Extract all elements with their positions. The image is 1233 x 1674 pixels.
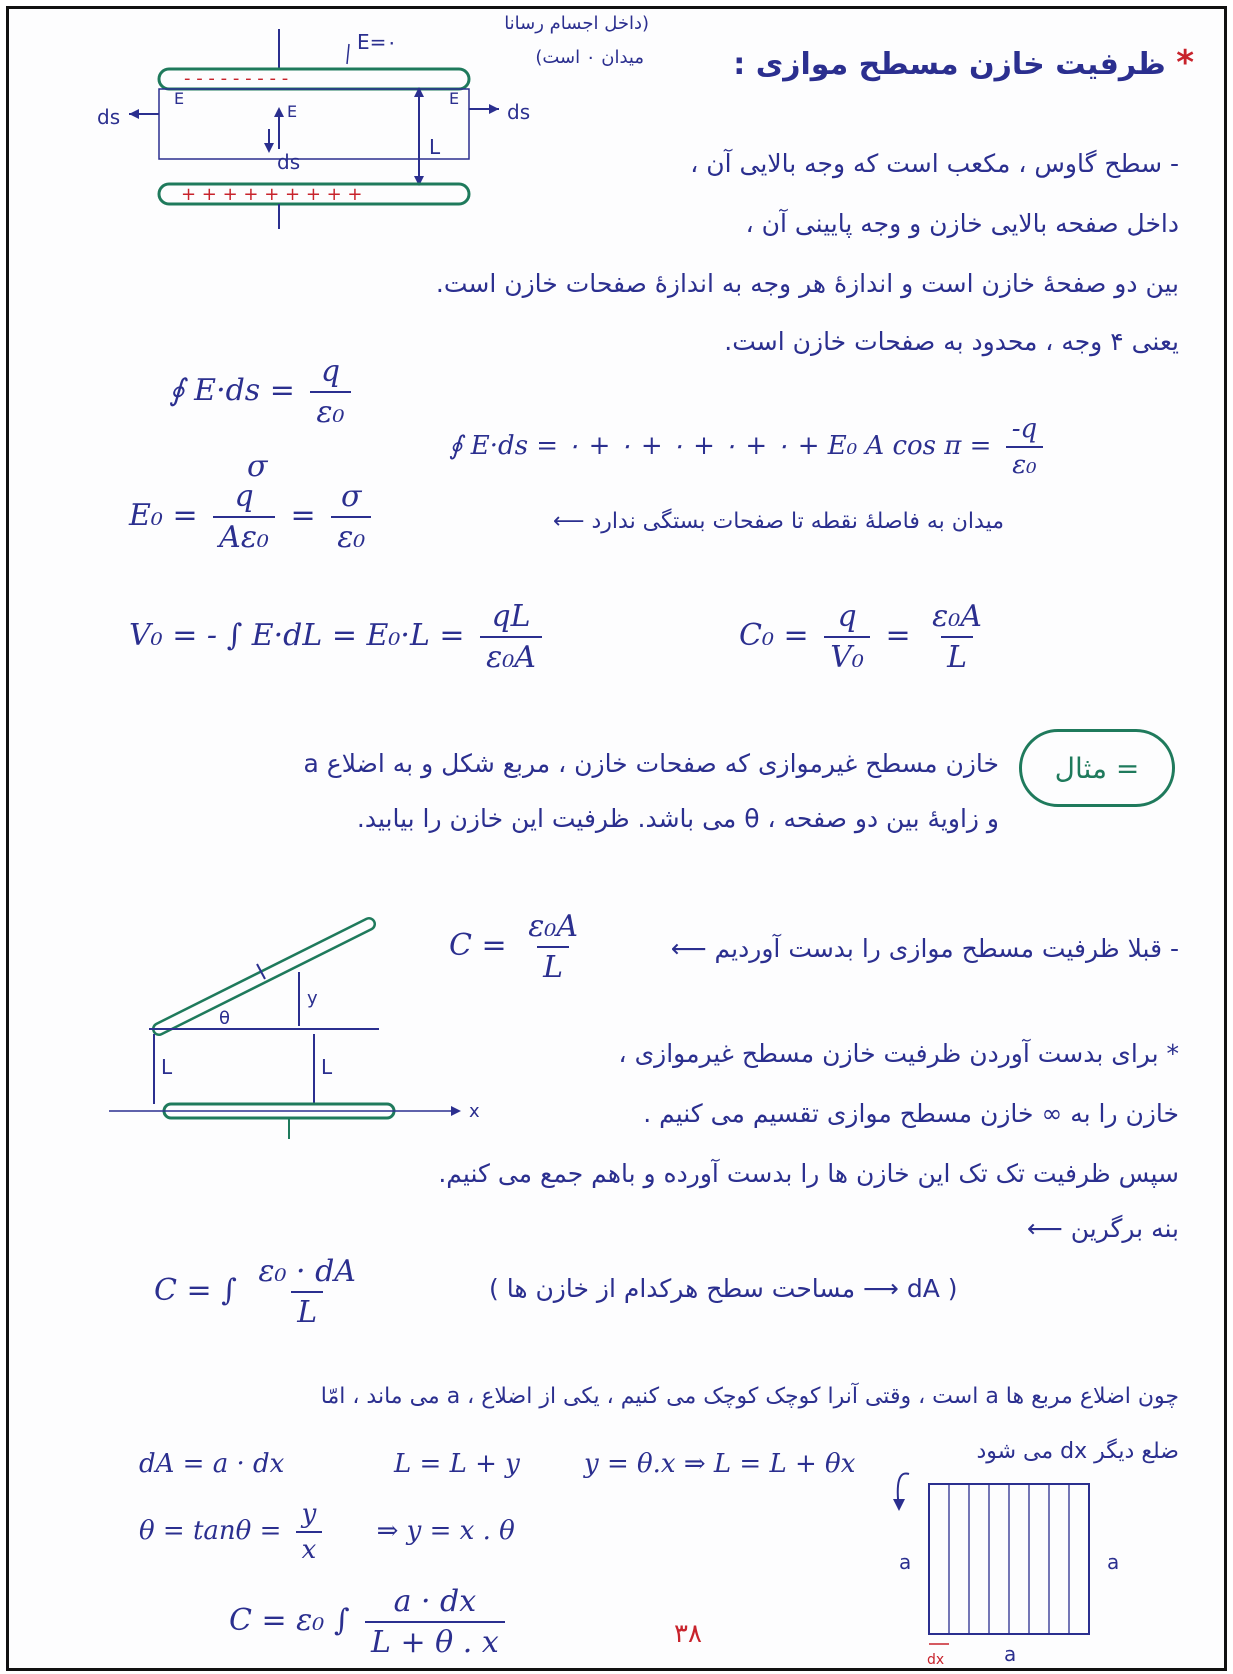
paragraph1-line2: داخل صفحه بالایی خازن و وجه پایینی آن ، [745,209,1179,238]
plus-signs: + + + + + + + + + [181,184,363,205]
eq-row2: θ = tanθ = $\frac{y}{x}$ ⇒ y = x . θ [139,1499,515,1565]
gaussian-surface [159,89,469,159]
sigma-annotation: σ [247,449,268,484]
svg-text:y: y [307,988,318,1009]
paragraph2-line4: بنه برگرین ⟵ [1026,1214,1179,1243]
svg-text:dx: dx [927,1652,945,1668]
svg-text:ds: ds [507,100,531,124]
note-line-2: میدان ۰ است) [535,47,644,68]
paragraph2-line1: * برای بدست آوردن ظرفیت خازن مسطح غیرموازی ، [618,1039,1179,1068]
svg-text:θ: θ [219,1008,231,1029]
paragraph3-line1: چون اضلاع مربع ها a است ، وقتی آنرا کوچک کوچک می کنیم ، یکی از اضلاع ، a می ماند ، امّا [320,1384,1179,1409]
paragraph1-line1: - سطح گاوس ، مکعب است که وجه بالایی آن ، [690,149,1179,178]
svg-text:L: L [321,1055,333,1079]
note-line-1: (داخل اجسام رسانا [504,13,649,34]
before-note: - قبلا ظرفیت مسطح موازی را بدست آوردیم ⟵ [670,934,1179,963]
slanted-capacitor-diagram [109,904,509,1154]
notebook-page [6,6,1227,1671]
paragraph2-line2: خازن را به ∞ خازن مسطح موازی تقسیم می کنیم . [643,1099,1179,1128]
svg-text:E: E [174,89,185,108]
final-equation: C = ε₀ ∫ $\frac{a \cdot dx}{L + \theta . x}$ [229,1584,511,1660]
title-star: * [1176,43,1194,83]
section-title [733,43,1194,83]
minus-signs: - - - - - - - - - [184,68,289,89]
square-strips-diagram [879,1449,1149,1669]
gauss-law-equation: ∮ E·ds = $\frac{q}{\text{ε₀}}$ [169,354,357,430]
paragraph3-line2: ضلع دیگر dx می شود [976,1439,1179,1464]
svg-text:E=۰: E=۰ [357,30,398,54]
example-line2: و زاویهٔ بین دو صفحه ، θ می باشد. ظرفیت این خازن را بیابید. [356,804,999,833]
svg-text:ds: ds [277,150,301,174]
eq-row1-a: dA = a · dx [139,1449,285,1479]
svg-text:L: L [161,1055,173,1079]
capacitance-equation: C₀ = $\frac{q}{\text{V₀}}$ = $\frac{\text{ε₀A}}{L}$ [739,599,982,675]
paragraph2-line3: سپس ظرفیت تک تک این خازن ها را بدست آورده و باهم جمع می کنیم. [438,1159,1179,1188]
page-number: ۳۸ [674,1619,702,1649]
field-note: میدان به فاصلهٔ نقطه تا صفحات بستگی ندارد ⟵ [552,509,1004,534]
area-note: ( dA ⟶ مساحت سطح هرکدام از خازن ها ) [489,1274,958,1303]
example-badge: مثال = [1019,729,1175,807]
parallel-capacitance-equation: C = $\frac{\text{ε₀A}}{L}$ [449,909,578,985]
svg-text:a: a [899,1550,912,1574]
svg-text:x: x [469,1101,480,1122]
field-equation: E₀ = $\frac{q}{\text{Aε₀}}$ = $\frac{\sigma}{\text{ε₀}}$ [129,479,377,555]
svg-text:a: a [1004,1642,1017,1666]
flux-equation: ∮ E·ds = ۰ + ۰ + ۰ + ۰ + ۰ + E₀ A cos π = $\frac{-q}{\text{ε₀}}$ [449,414,1049,480]
svg-text:L: L [429,135,441,159]
title-text: ظرفیت خازن مسطح موازی : [733,47,1166,82]
svg-text:E: E [287,102,298,121]
potential-equation: V₀ = - ∫ E·dL = E₀·L = $\frac{qL}{\text{ε₀A}}$ [129,599,548,675]
example-line1: خازن مسطح غیرموازی که صفحات خازن ، مربع شکل و به اضلاع a [303,749,999,778]
integral-equation: C = ∫ $\frac{\text{ε₀ · dA}}{L}$ [154,1254,356,1330]
svg-text:E: E [449,89,460,108]
svg-text:a: a [1107,1550,1120,1574]
paragraph1-line3: بین دو صفحهٔ خازن است و اندازهٔ هر وجه به اندازهٔ صفحات خازن است. [435,269,1179,298]
eq-row1-b: L = L + y [394,1449,520,1479]
eq-row1-c: y = θ.x ⇒ L = L + θx [584,1449,856,1479]
paragraph1-line4: یعنی ۴ وجه ، محدود به صفحات خازن است. [724,327,1179,356]
svg-text:ds: ds [97,105,121,129]
